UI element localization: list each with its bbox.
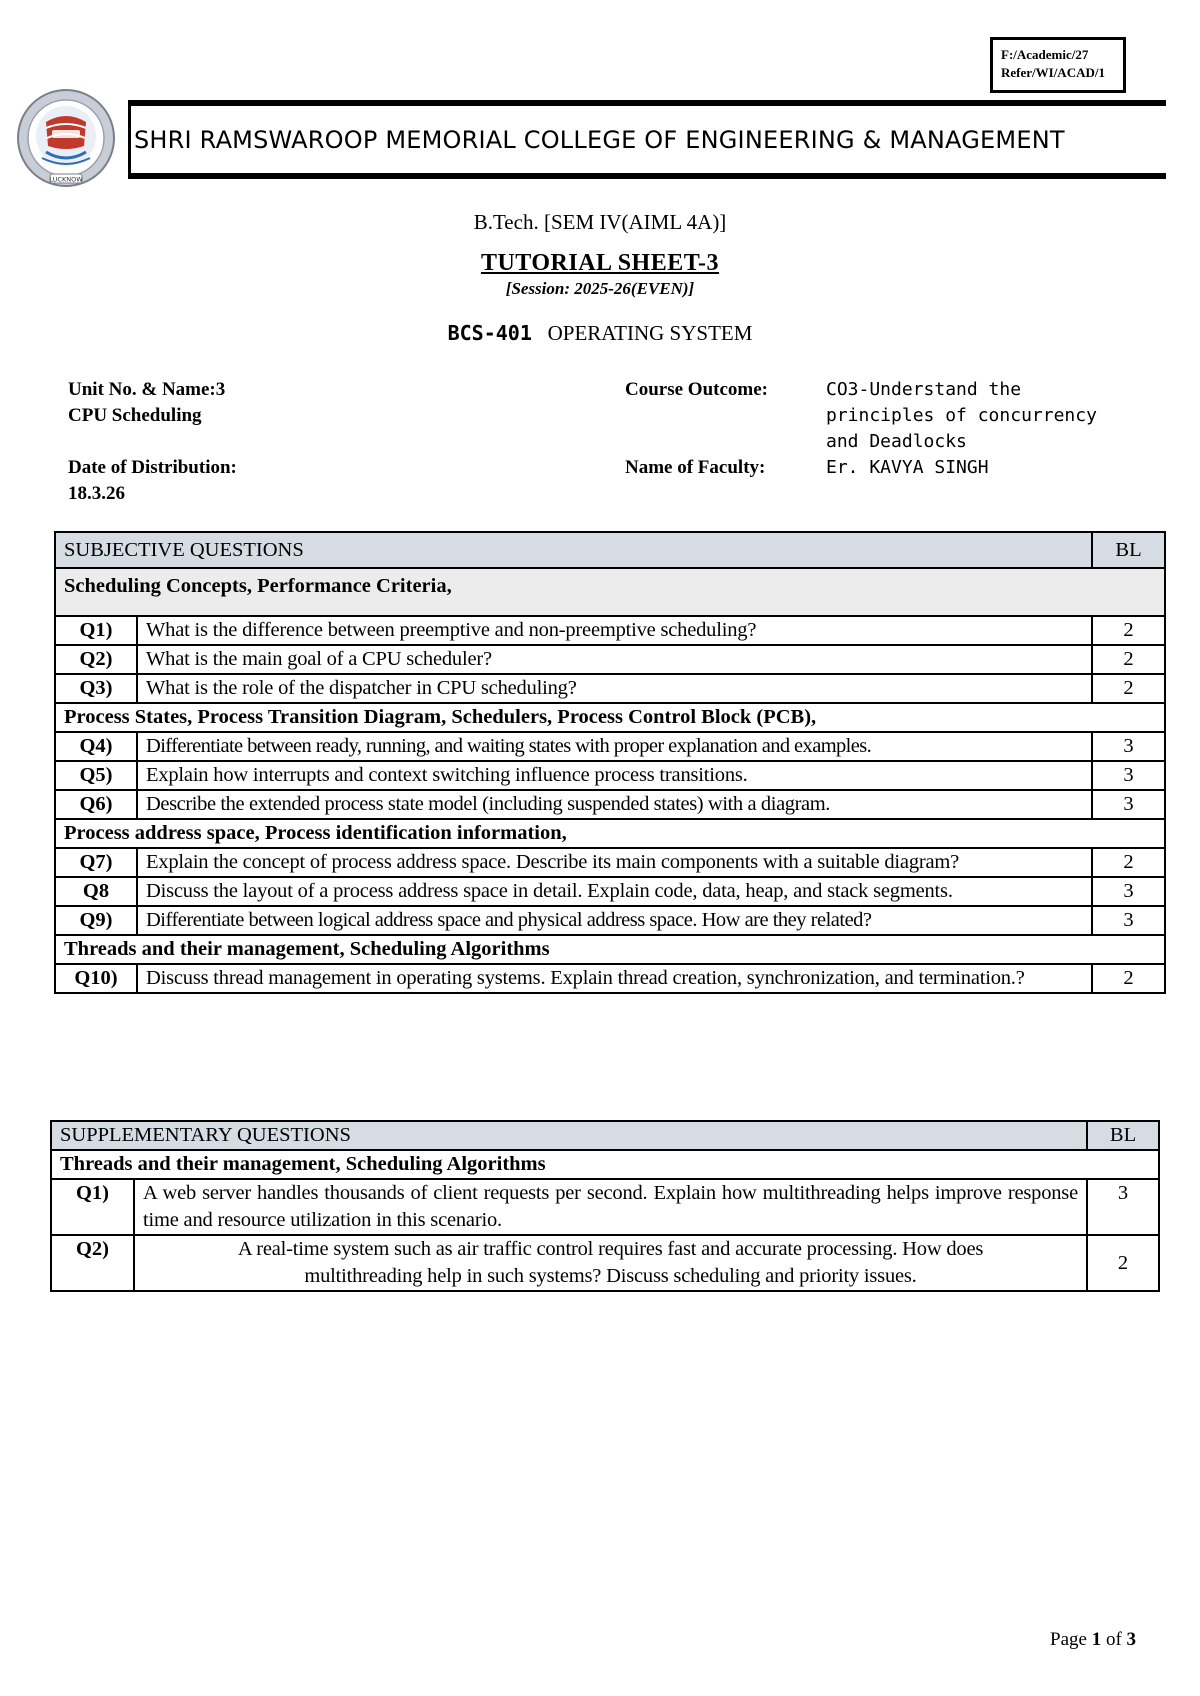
question-number: Q9)	[55, 906, 137, 935]
question-text: Explain the concept of process address space. Describe its main components with a suitable diagram?	[137, 848, 1092, 877]
question-text-line2: multithreading help in such systems? Discuss scheduling and priority issues.	[304, 1265, 917, 1287]
course-title	[0, 321, 1200, 346]
logo-text: LUCKNOW	[49, 175, 83, 184]
session-label: [Session: 2025-26(EVEN)]	[505, 279, 695, 298]
table-header-row	[51, 1121, 1159, 1150]
table-row	[55, 964, 1165, 993]
bloom-level: 2	[1092, 616, 1165, 645]
question-text: Discuss thread management in operating systems. Explain thread creation, synchronization, and termination.?	[137, 964, 1092, 993]
page-number	[1050, 1629, 1136, 1651]
form-ref-line1: F:/Academic/27	[1001, 47, 1089, 62]
bloom-level: 3	[1087, 1179, 1159, 1235]
table-header-row	[55, 532, 1165, 568]
outcome-label: Course Outcome:	[625, 379, 768, 400]
question-number: Q2)	[51, 1235, 134, 1291]
question-text: Discuss the layout of a process address space in detail. Explain code, data, heap, and stack segments.	[137, 877, 1092, 906]
question-number: Q1)	[55, 616, 137, 645]
question-text: What is the main goal of a CPU scheduler?	[137, 645, 1092, 674]
subjective-questions-table	[54, 531, 1166, 994]
page-of: of	[1105, 1629, 1122, 1650]
sheet-title: TUTORIAL SHEET-3	[480, 250, 720, 276]
page-total: 3	[1126, 1629, 1137, 1650]
section-title: Scheduling Concepts, Performance Criteria,	[55, 568, 1165, 616]
college-name: SHRI RAMSWAROOP MEMORIAL COLLEGE OF ENGINEERING & MANAGEMENT	[134, 126, 1065, 154]
question-number: Q2)	[55, 645, 137, 674]
question-number: Q6)	[55, 790, 137, 819]
supplementary-header: SUPPLEMENTARY QUESTIONS	[51, 1121, 1087, 1150]
table-row	[51, 1235, 1159, 1291]
bloom-level: 2	[1087, 1235, 1159, 1291]
question-text	[134, 1235, 1087, 1291]
section-title: Process States, Process Transition Diagram, Schedulers, Process Control Block (PCB),	[55, 703, 1165, 732]
question-number: Q3)	[55, 674, 137, 703]
unit-label: Unit No. & Name:3	[68, 379, 226, 400]
date-value: 18.3.26	[68, 483, 125, 504]
faculty-value: Er. KAVYA SINGH	[826, 457, 989, 478]
faculty-label: Name of Faculty:	[625, 457, 766, 478]
table-row	[55, 790, 1165, 819]
bloom-level: 2	[1092, 964, 1165, 993]
section-row	[55, 935, 1165, 964]
table-row	[55, 877, 1165, 906]
table-row	[55, 761, 1165, 790]
table-row	[55, 674, 1165, 703]
question-number: Q1)	[51, 1179, 134, 1235]
question-text: A web server handles thousands of client requests per second. Explain how multithreading helps improve response time and resource utilization in this scenario.	[134, 1179, 1087, 1235]
question-text-line1: A real-time system such as air traffic control requires fast and accurate processing. How does	[237, 1238, 984, 1260]
header-rule-left	[128, 100, 131, 179]
question-text: What is the difference between preemptive and non-preemptive scheduling?	[137, 616, 1092, 645]
bloom-level: 3	[1092, 906, 1165, 935]
question-number: Q10)	[55, 964, 137, 993]
question-number: Q8	[55, 877, 137, 906]
section-row	[55, 819, 1165, 848]
form-reference-box	[990, 37, 1126, 93]
question-number: Q7)	[55, 848, 137, 877]
table-row	[55, 616, 1165, 645]
table-row	[55, 732, 1165, 761]
course-name: OPERATING SYSTEM	[547, 321, 753, 345]
supplementary-questions-table	[50, 1120, 1160, 1292]
bloom-level: 2	[1092, 848, 1165, 877]
question-number: Q5)	[55, 761, 137, 790]
section-title: Process address space, Process identification information,	[55, 819, 1165, 848]
table-row	[55, 645, 1165, 674]
question-text: Differentiate between ready, running, and waiting states with proper explanation and examples.	[137, 732, 1092, 761]
unit-name: CPU Scheduling	[68, 405, 202, 426]
header-rule-bottom	[128, 173, 1166, 179]
bl-header: BL	[1087, 1121, 1159, 1150]
date-label: Date of Distribution:	[68, 457, 237, 478]
course-code: BCS-401	[447, 321, 532, 345]
header-rule-top	[128, 100, 1166, 106]
program-title: B.Tech. [SEM IV(AIML 4A)]	[473, 210, 727, 234]
bloom-level: 3	[1092, 732, 1165, 761]
form-ref-line2: Refer/WI/ACAD/1	[1001, 65, 1105, 80]
section-row	[55, 703, 1165, 732]
section-row	[55, 568, 1165, 616]
section-row	[51, 1150, 1159, 1179]
table-row	[51, 1179, 1159, 1235]
question-text: Explain how interrupts and context switching influence process transitions.	[137, 761, 1092, 790]
outcome-line2: principles of concurrency	[826, 405, 1097, 426]
outcome-line3: and Deadlocks	[826, 431, 967, 452]
subjective-header: SUBJECTIVE QUESTIONS	[55, 532, 1092, 568]
section-title: Threads and their management, Scheduling Algorithms	[51, 1150, 1159, 1179]
page-current: 1	[1091, 1629, 1102, 1650]
bloom-level: 3	[1092, 877, 1165, 906]
bl-header: BL	[1092, 532, 1165, 568]
college-logo	[16, 88, 116, 188]
table-row	[55, 906, 1165, 935]
question-text: What is the role of the dispatcher in CPU scheduling?	[137, 674, 1092, 703]
question-text: Differentiate between logical address space and physical address space. How are they related?	[137, 906, 1092, 935]
outcome-line1: CO3-Understand the	[826, 379, 1022, 400]
bloom-level: 2	[1092, 674, 1165, 703]
bloom-level: 3	[1092, 790, 1165, 819]
question-number: Q4)	[55, 732, 137, 761]
section-title: Threads and their management, Scheduling Algorithms	[55, 935, 1165, 964]
table-row	[55, 848, 1165, 877]
bloom-level: 2	[1092, 645, 1165, 674]
question-text: Describe the extended process state model (including suspended states) with a diagram.	[137, 790, 1092, 819]
page-prefix: Page	[1050, 1629, 1087, 1650]
bloom-level: 3	[1092, 761, 1165, 790]
